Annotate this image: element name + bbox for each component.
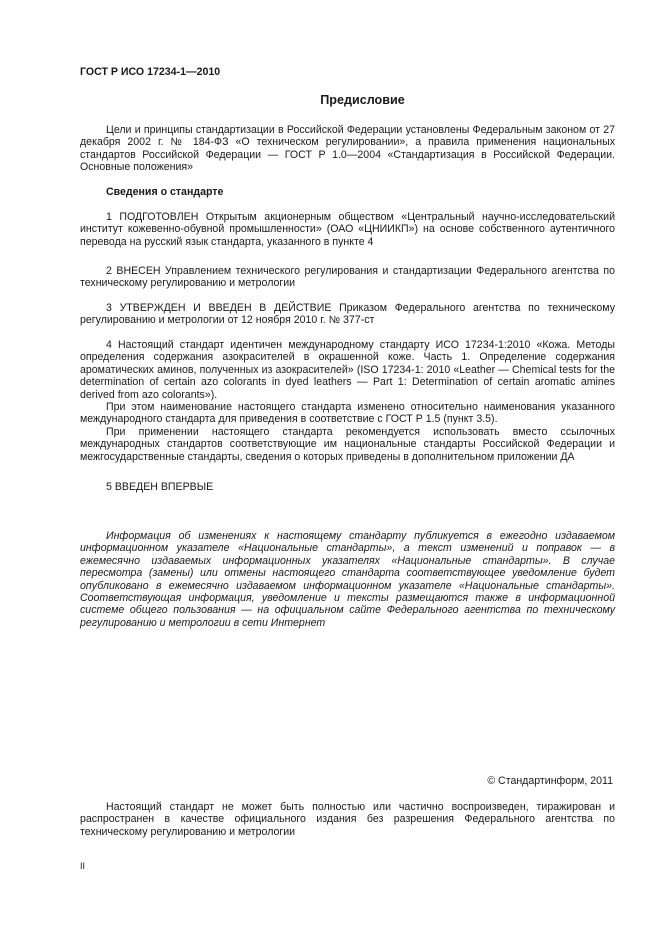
item-3-text: 3 УТВЕРЖДЕН И ВВЕДЕН В ДЕЙСТВИЕ Приказом Федерального агентства по техническому регулированию и метрологии от 12 ноября 2010 г. № 377-ст <box>80 302 615 327</box>
section-title: Предисловие <box>320 93 405 107</box>
item-4-text: 4 Настоящий стандарт идентичен международному стандарту ИСО 17234-1:2010 «Кожа. Методы определения содержания азокрасителей в окрашенной коже. Часть 1. Определение содержания ароматических аминов, полученных из азокрасителей» (ISO 17234-1: 2010 «Leather — Chemical tests for the determination of certain azo colorants in dyed leathers — Part 1: Determination of certain aromatic amines derived from azo colorants»). <box>80 339 615 401</box>
reproduction-notice-text: Настоящий стандарт не может быть полностью или частично воспроизведен, тиражирован и распространен в качестве официального издания без разрешения Федерального агентства по техническому регулированию и метрологии <box>80 801 615 838</box>
item-5: 5 ВВЕДЕН ВПЕРВЫЕ <box>106 481 214 493</box>
subsection-title: Сведения о стандарте <box>106 186 224 198</box>
item-4 <box>80 339 615 463</box>
item-2 <box>80 265 615 290</box>
intro-text: Цели и принципы стандартизации в Российской Федерации установлены Федеральным законом от 27 декабря 2002 г. № 184-ФЗ «О техническом регулировании», а правила применения национальных стандартов Российской Федерации — ГОСТ Р 1.0—2004 «Стандартизация в Российской Федерации. Основные положения» <box>80 124 615 174</box>
update-info-paragraph <box>80 530 615 629</box>
item-3 <box>80 302 615 327</box>
page-number: II <box>80 861 86 871</box>
item-1-text: 1 ПОДГОТОВЛЕН Открытым акционерным обществом «Центральный научно-исследовательский институт кожевенно-обувной промышленности» (ОАО «ЦНИИКП») на основе собственного аутентичного перевода на русский язык стандарта, указанного в пункте 4 <box>80 211 615 248</box>
reproduction-notice <box>80 801 615 838</box>
item-4-paragraph-2: При этом наименование настоящего стандарта изменено относительно наименования указанного международного стандарта для приведения в соответствие с ГОСТ Р 1.5 (пункт 3.5). <box>80 401 615 426</box>
document-code-header: ГОСТ Р ИСО 17234-1—2010 <box>80 66 221 78</box>
update-info-text: Информация об изменениях к настоящему стандарту публикуется в ежегодно издаваемом информационном указателе «Национальные стандарты», а текст изменений и поправок — в ежемесячно издаваемых информационных указателях «Национальные стандарты». В случае пересмотра (замены) или отмены настоящего стандарта соответствующее уведомление будет опубликовано в ежемесячно издаваемом информационном указателе «Национальные стандарты». Соответствующая информация, уведомление и тексты размещаются также в информационной системе общего пользования — на официальном сайте Федерального агентства по техническому регулированию и метрологии в сети Интернет <box>80 530 615 629</box>
copyright-notice: © Стандартинформ, 2011 <box>487 775 613 787</box>
item-4-paragraph-3: При применении настоящего стандарта рекомендуется использовать вместо ссылочных международных стандартов соответствующие им национальные стандарты Российской Федерации и межгосударственные стандарты, сведения о которых приведены в дополнительном приложении ДА <box>80 425 615 463</box>
item-2-text: 2 ВНЕСЕН Управлением технического регулирования и стандартизации Федерального агентства по техническому регулированию и метрологии <box>80 265 615 290</box>
item-1 <box>80 211 615 248</box>
intro-paragraph <box>80 124 615 174</box>
